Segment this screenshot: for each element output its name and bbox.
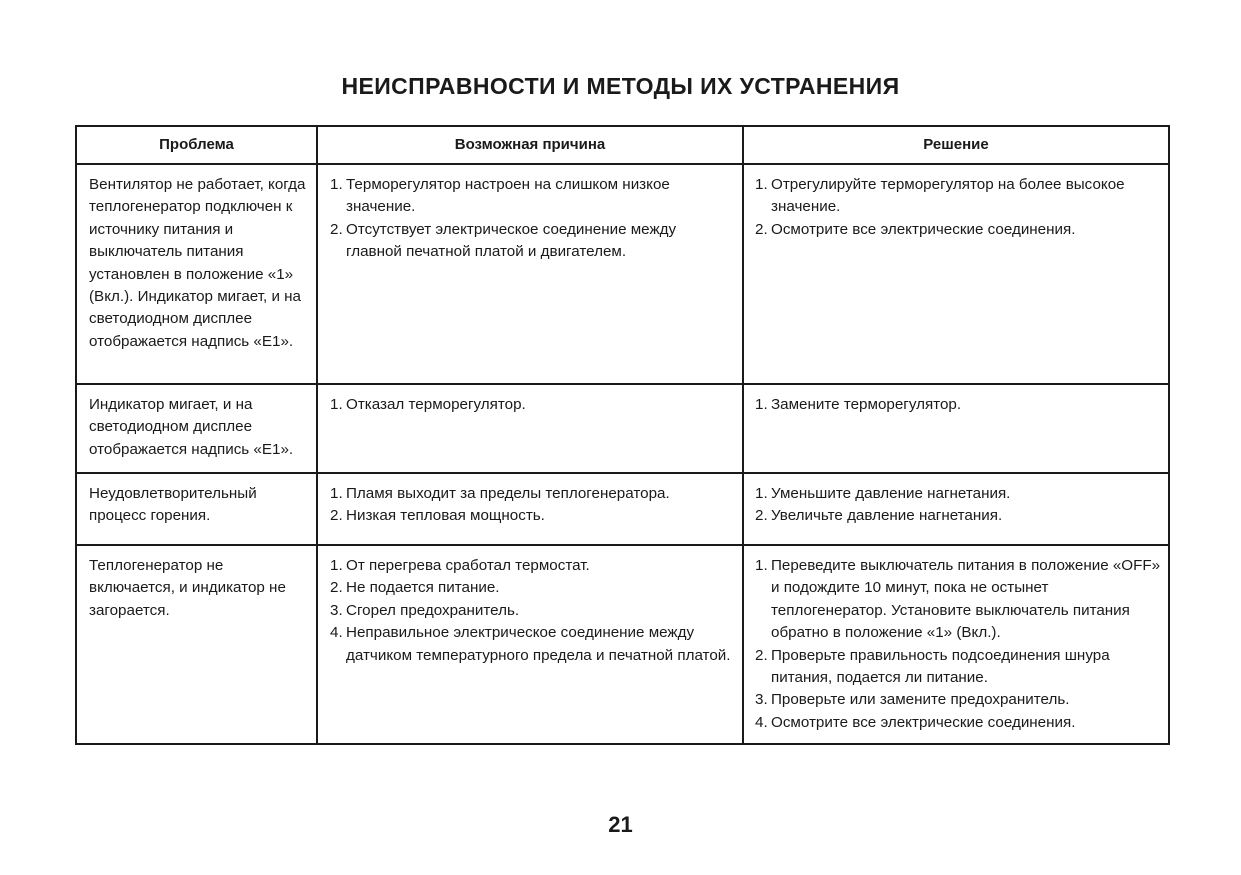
list-item (755, 219, 1162, 241)
solution-list (755, 174, 1162, 241)
item-number: 2. (330, 507, 343, 525)
table-row (76, 545, 1169, 744)
list-item (330, 555, 734, 577)
list-item (755, 645, 1162, 690)
item-number: 1. (755, 176, 768, 193)
item-text: Замените терморегулятор. (771, 396, 962, 413)
solution-list (755, 483, 1162, 528)
list-item (755, 505, 1162, 527)
list-item (755, 555, 1162, 645)
item-text: Пламя выходит за пределы теплогенератора. (346, 485, 670, 502)
item-text: Увеличьте давление нагнетания. (771, 507, 1003, 525)
item-number: 2. (330, 220, 343, 238)
item-text: Осмотрите все электрические соединения. (771, 713, 1076, 731)
solution-list (755, 555, 1162, 734)
item-number: 4. (330, 624, 343, 642)
item-number: 1. (755, 557, 768, 574)
list-item (755, 712, 1162, 734)
item-number: 1. (755, 485, 768, 502)
item-number: 2. (755, 507, 768, 525)
cause-list (330, 394, 734, 416)
page-title: НЕИСПРАВНОСТИ И МЕТОДЫ ИХ УСТРАНЕНИЯ (341, 73, 900, 99)
item-number: 1. (330, 557, 343, 574)
item-text: Терморегулятор настроен на слишком низкое значение. (346, 176, 670, 216)
table-row (76, 473, 1169, 545)
item-text: Отсутствует электрическое соединение между главной печатной платой и двигателем. (346, 220, 677, 261)
table-row (76, 164, 1169, 384)
item-text: Низкая тепловая мощность. (346, 507, 545, 525)
problem-cell: Неудовлетворительный процесс горения. (76, 473, 317, 545)
solution-cell (743, 545, 1169, 744)
cause-list (330, 483, 734, 528)
list-item (755, 483, 1162, 505)
table-row (76, 384, 1169, 473)
item-text: Уменьшите давление нагнетания. (771, 485, 1011, 502)
problem-cell: Индикатор мигает, и на светодиодном дисплее отображается надпись «E1». (76, 384, 317, 473)
list-item (755, 689, 1162, 711)
cause-cell (317, 384, 743, 473)
list-item (330, 483, 734, 505)
item-text: Отказал терморегулятор. (346, 396, 526, 413)
cause-cell (317, 164, 743, 384)
item-number: 3. (755, 691, 768, 709)
header-cause: Возможная причина (317, 126, 743, 164)
item-number: 2. (330, 579, 343, 597)
item-text: Проверьте правильность подсоединения шнура питания, подается ли питание. (771, 646, 1110, 687)
list-item (330, 219, 734, 264)
item-text: Неправильное электрическое соединение между датчиком температурного предела и печатной платой. (346, 624, 731, 664)
problem-cell: Вентилятор не работает, когда теплогенератор подключен к источнику питания и выключатель питания установлен в положение «1» (Вкл.). Индикатор мигает, и на светодиодном дисплее отображается надпись «E1». (76, 164, 317, 384)
list-item (330, 394, 734, 416)
item-text: Отрегулируйте терморегулятор на более высокое значение. (771, 176, 1125, 216)
header-problem: Проблема (76, 126, 317, 164)
solution-cell (743, 164, 1169, 384)
solution-cell (743, 473, 1169, 545)
page-number: 21 (608, 812, 633, 837)
item-number: 1. (330, 485, 343, 502)
item-text: Не подается питание. (346, 579, 500, 597)
list-item (755, 394, 1162, 416)
item-number: 3. (330, 601, 343, 619)
cause-cell (317, 473, 743, 545)
item-text: Сгорел предохранитель. (346, 601, 520, 619)
table-header-row (76, 126, 1169, 164)
item-number: 2. (755, 220, 768, 238)
list-item (330, 577, 734, 599)
item-text: Переведите выключатель питания в положение «OFF» и подождите 10 минут, пока не остынет теплогенератор. Установите выключатель питания обратно в положение «1» (Вкл.). (771, 557, 1161, 642)
item-number: 4. (755, 713, 768, 731)
problem-cell: Теплогенератор не включается, и индикатор не загорается. (76, 545, 317, 744)
solution-list (755, 394, 1162, 416)
solution-cell (743, 384, 1169, 473)
item-text: Осмотрите все электрические соединения. (771, 220, 1076, 238)
item-number: 1. (755, 396, 768, 413)
cause-list (330, 174, 734, 264)
item-number: 1. (330, 396, 343, 413)
cause-list (330, 555, 734, 667)
list-item (330, 505, 734, 527)
troubleshooting-table (75, 125, 1170, 745)
list-item (330, 600, 734, 622)
list-item (755, 174, 1162, 219)
header-solution: Решение (743, 126, 1169, 164)
list-item (330, 174, 734, 219)
item-text: От перегрева сработал термостат. (346, 557, 590, 574)
list-item (330, 622, 734, 667)
item-number: 1. (330, 176, 343, 193)
item-text: Проверьте или замените предохранитель. (771, 691, 1070, 709)
cause-cell (317, 545, 743, 744)
item-number: 2. (755, 646, 768, 664)
